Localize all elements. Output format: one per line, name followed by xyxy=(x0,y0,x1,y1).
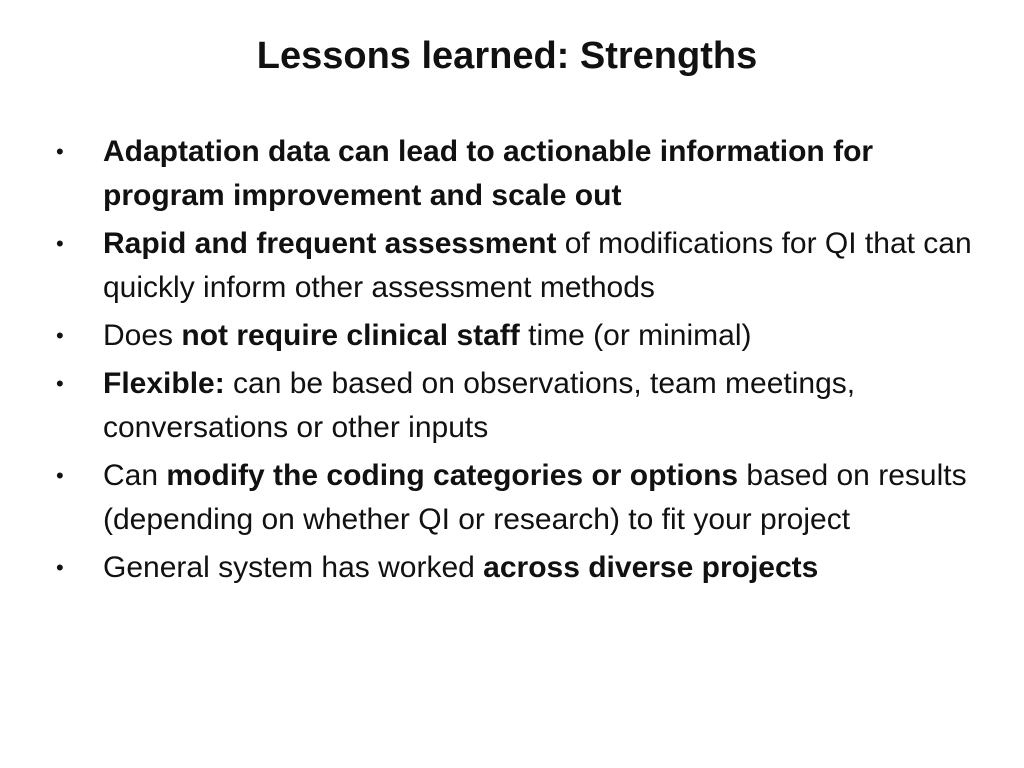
bullet-item xyxy=(0,362,1024,450)
bullet-list xyxy=(0,130,1024,594)
bullet-text-regular: Can xyxy=(103,459,167,492)
bullet-text xyxy=(103,551,818,584)
bullet-item xyxy=(0,546,1024,590)
bullet-item xyxy=(0,130,1024,218)
bullet-dot-icon: • xyxy=(56,231,64,256)
bullet-text xyxy=(103,319,751,352)
bullet-text-bold: modify the coding categories or options xyxy=(166,459,739,492)
bullet-text-regular: of modifications for QI that can quickly inform other assessment methods xyxy=(103,227,972,304)
bullet-dot-icon: • xyxy=(56,463,64,488)
bullet-text xyxy=(103,367,855,444)
bullet-dot-icon: • xyxy=(56,323,64,348)
bullet-text-regular: can be based on observations, team meetings, conversations or other inputs xyxy=(103,367,856,444)
bullet-dot-icon: • xyxy=(56,139,64,164)
bullet-text-regular: Does xyxy=(103,319,182,352)
bullet-dot-icon: • xyxy=(56,371,64,396)
bullet-text-bold: Adaptation data can lead to actionable information for program improvement and scale out xyxy=(103,135,874,212)
bullet-item xyxy=(0,454,1024,542)
bullet-item xyxy=(0,314,1024,358)
bullet-dot-icon: • xyxy=(56,555,64,580)
bullet-text xyxy=(103,135,873,212)
bullet-text-bold: across diverse projects xyxy=(483,551,819,584)
slide-title: Lessons learned: Strengths xyxy=(256,35,758,77)
bullet-text xyxy=(103,227,972,304)
bullet-text-bold: Flexible: xyxy=(103,367,225,400)
bullet-text-regular: time (or minimal) xyxy=(519,319,752,352)
bullet-text-bold: not require clinical staff xyxy=(181,319,520,352)
bullet-item xyxy=(0,222,1024,310)
bullet-text-regular: General system has worked xyxy=(103,551,484,584)
bullet-text-regular: based on results (depending on whether QI or research) to fit your project xyxy=(103,459,967,536)
bullet-text xyxy=(103,459,967,536)
bullet-text-bold: Rapid and frequent assessment xyxy=(103,227,557,260)
